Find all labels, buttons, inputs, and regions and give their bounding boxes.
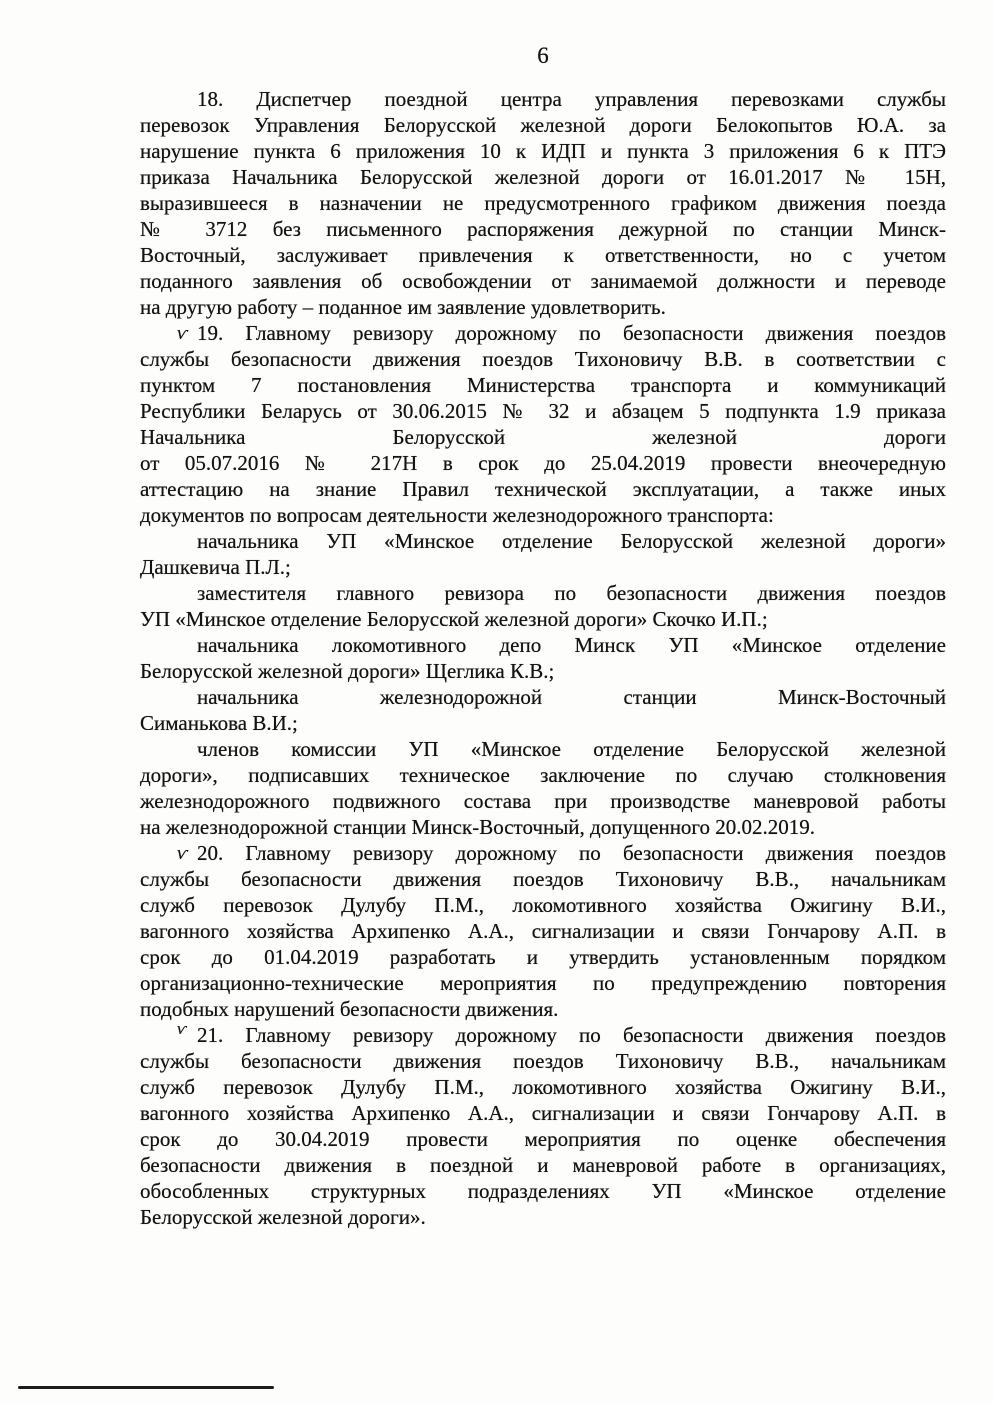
paragraph xyxy=(140,580,946,632)
text-line: подобных нарушений безопасности движения. xyxy=(140,997,559,1021)
text-line: службы безопасности движения поездов Тихоновичу В.В., начальникам xyxy=(140,1049,946,1073)
text-line: ѵ 20. Главному ревизору дорожному по безопасности движения поездов xyxy=(177,841,946,865)
text-line: № 3712 без письменного распоряжения дежурной по станции Минск- xyxy=(140,217,946,241)
text-line: ѵ 21. Главному ревизору дорожному по безопасности движения поездов xyxy=(140,1022,946,1048)
text-line: УП «Минское отделение Белорусской железной дороги» Скочко И.П.; xyxy=(140,607,768,631)
text-line: нарушение пункта 6 приложения 10 к ИДП и пункта 3 приложения 6 к ПТЭ xyxy=(140,139,946,163)
paragraph xyxy=(140,1019,946,1230)
text-line: на железнодорожной станции Минск-Восточный, допущенного 20.02.2019. xyxy=(140,815,816,839)
text-line: начальника локомотивного депо Минск УП «Минское отделение xyxy=(197,633,946,657)
text-line: железнодорожного подвижного состава при производстве маневровой работы xyxy=(140,789,946,813)
text-line: вагонного хозяйства Архипенко А.А., сигнализации и связи Гончарову А.П. в xyxy=(140,919,946,943)
text-line: вагонного хозяйства Архипенко А.А., сигнализации и связи Гончарову А.П. в xyxy=(140,1101,946,1125)
text-line: поданного заявления об освобождении от занимаемой должности и переводе xyxy=(140,269,946,293)
scan-artifact-line xyxy=(18,1386,274,1389)
text-line: выразившееся в назначении не предусмотренного графиком движения поезда xyxy=(140,191,946,215)
text-line: приказа Начальника Белорусской железной дороги от 16.01.2017 № 15Н, xyxy=(140,165,946,189)
text-line: Симанькова В.И.; xyxy=(140,711,298,735)
document-body xyxy=(140,86,946,1230)
text-line: аттестацию на знание Правил технической эксплуатации, а также иных xyxy=(140,477,946,501)
handwritten-tick-mark: ѵ xyxy=(177,843,188,864)
text-line: Белорусской железной дороги». xyxy=(140,1205,426,1229)
paragraph xyxy=(140,632,946,684)
text-line: срок до 01.04.2019 разработать и утвердить установленным порядком xyxy=(140,945,946,969)
paragraph xyxy=(140,736,946,840)
text-line: 18. Диспетчер поездной центра управления перевозками службы xyxy=(197,87,946,111)
handwritten-tick-mark: ѵ xyxy=(177,1019,187,1038)
text-line: перевозок Управления Белорусской железной дороги Белокопытов Ю.А. за xyxy=(140,113,946,137)
text-line: от 05.07.2016 № 217Н в срок до 25.04.2019 провести внеочередную xyxy=(140,451,946,475)
text-line: начальника УП «Минское отделение Белорусской железной дороги» xyxy=(197,529,946,553)
text-line: Республики Беларусь от 30.06.2015 № 32 и абзацем 5 подпункта 1.9 приказа xyxy=(140,399,946,423)
text-line: заместителя главного ревизора по безопасности движения поездов xyxy=(197,581,946,605)
text-line: обособленных структурных подразделениях УП «Минское отделение xyxy=(140,1179,946,1203)
text-line: документов по вопросам деятельности железнодорожного транспорта: xyxy=(140,503,774,527)
text-line: Дашкевича П.Л.; xyxy=(140,555,291,579)
paragraph xyxy=(140,528,946,580)
text-line: Начальника Белорусской железной дороги xyxy=(140,425,946,449)
paragraph xyxy=(140,320,946,528)
text-line: дороги», подписавших техническое заключение по случаю столкновения xyxy=(140,763,946,787)
paragraph xyxy=(140,684,946,736)
paragraph xyxy=(140,86,946,320)
paragraph xyxy=(140,840,946,1022)
text-line: ѵ 19. Главному ревизору дорожному по безопасности движения поездов xyxy=(177,321,946,345)
text-line: на другую работу – поданное им заявление удовлетворить. xyxy=(140,295,666,319)
text-line: службы безопасности движения поездов Тихоновичу В.В. в соответствии с xyxy=(140,347,946,371)
text-line: Восточный, заслуживает привлечения к ответственности, но с учетом xyxy=(140,243,946,267)
text-line: членов комиссии УП «Минское отделение Белорусской железной xyxy=(197,737,946,761)
text-line: службы безопасности движения поездов Тихоновичу В.В., начальникам xyxy=(140,867,946,891)
text-line: начальника железнодорожной станции Минск-Восточный xyxy=(197,685,946,709)
text-line: пунктом 7 постановления Министерства транспорта и коммуникаций xyxy=(140,373,946,397)
handwritten-tick-mark: ѵ xyxy=(177,323,188,344)
text-line: Белорусской железной дороги» Щеглика К.В.; xyxy=(140,659,555,683)
text-line: служб перевозок Дулубу П.М., локомотивного хозяйства Ожигину В.И., xyxy=(140,1075,946,1099)
text-line: безопасности движения в поездной и маневровой работе в организациях, xyxy=(140,1153,946,1177)
text-line: срок до 30.04.2019 провести мероприятия по оценке обеспечения xyxy=(140,1127,946,1151)
page-number: 6 xyxy=(537,43,549,68)
text-line: организационно-технические мероприятия по предупреждению повторения xyxy=(140,971,946,995)
text-line: служб перевозок Дулубу П.М., локомотивного хозяйства Ожигину В.И., xyxy=(140,893,946,917)
